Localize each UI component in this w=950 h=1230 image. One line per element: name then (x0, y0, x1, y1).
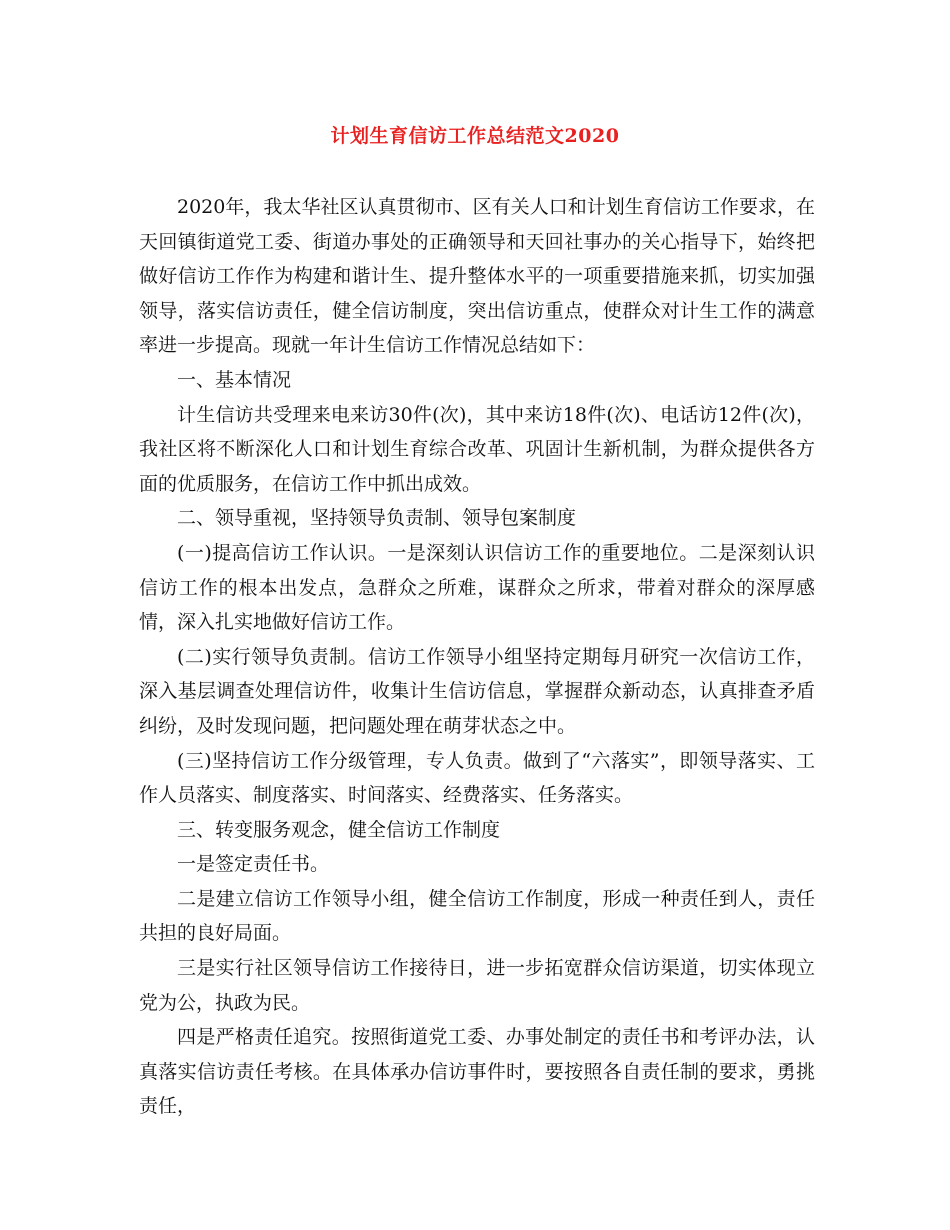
document-body (139, 190, 815, 1124)
paragraph-basic-situation: 计生信访共受理来电来访30件(次)，其中来访18件(次)、电话访12件(次)，我社区将不断深化人口和计划生育综合改革、巩固计生新机制，为群众提供各方面的优质服务，在信访工作中抓出成效。 (139, 403, 815, 495)
paragraph-item-1: (一)提高信访工作认识。一是深刻认识信访工作的重要地位。二是深刻认识信访工作的根本出发点，急群众之所难，谋群众之所求，带着对群众的深厚感情，深入扎实地做好信访工作。 (139, 541, 815, 634)
section-heading-basic-situation: 一、基本情况 (177, 368, 292, 391)
paragraph-item-2: (二)实行领导负责制。信访工作领导小组坚持定期每月研究一次信访工作，深入基层调查处理信访件，收集计生信访信息，掌握群众新动态，认真排查矛盾纠纷，及时发现问题，把问题处理在萌芽状态之中。 (139, 645, 815, 737)
paragraph-intro: 2020年，我太华社区认真贯彻市、区有关人口和计划生育信访工作要求，在天回镇街道党工委、街道办事处的正确领导和天回社事办的关心指导下，始终把做好信访工作作为构建和谐计生、提升整体水平的一项重要措施来抓，切实加强领导，落实信访责任，健全信访制度，突出信访重点，使群众对计生工作的满意率进一步提高。现就一年计生信访工作情况总结如下： (139, 196, 815, 357)
section-heading-service-concept: 三、转变服务观念，健全信访工作制度 (177, 818, 501, 841)
section-heading-leadership: 二、领导重视，坚持领导负责制、领导包案制度 (177, 507, 577, 530)
paragraph-point-3: 三是实行社区领导信访工作接待日，进一步拓宽群众信访渠道，切实体现立党为公，执政为民。 (139, 957, 815, 1014)
document-title: 计划生育信访工作总结范文2020 (330, 125, 620, 147)
paragraph-point-4: 四是严格责任追究。按照街道党工委、办事处制定的责任书和考评办法，认真落实信访责任考核。在具体承办信访事件时，要按照各自责任制的要求，勇挑责任， (139, 1026, 815, 1118)
paragraph-item-3: (三)坚持信访工作分级管理，专人负责。做到了“六落实”，即领导落实、工作人员落实、制度落实、时间落实、经费落实、任务落实。 (139, 749, 815, 807)
paragraph-point-2: 二是建立信访工作领导小组，健全信访工作制度，形成一种责任到人，责任共担的良好局面。 (139, 887, 815, 945)
paragraph-point-1: 一是签定责任书。 (177, 853, 330, 876)
